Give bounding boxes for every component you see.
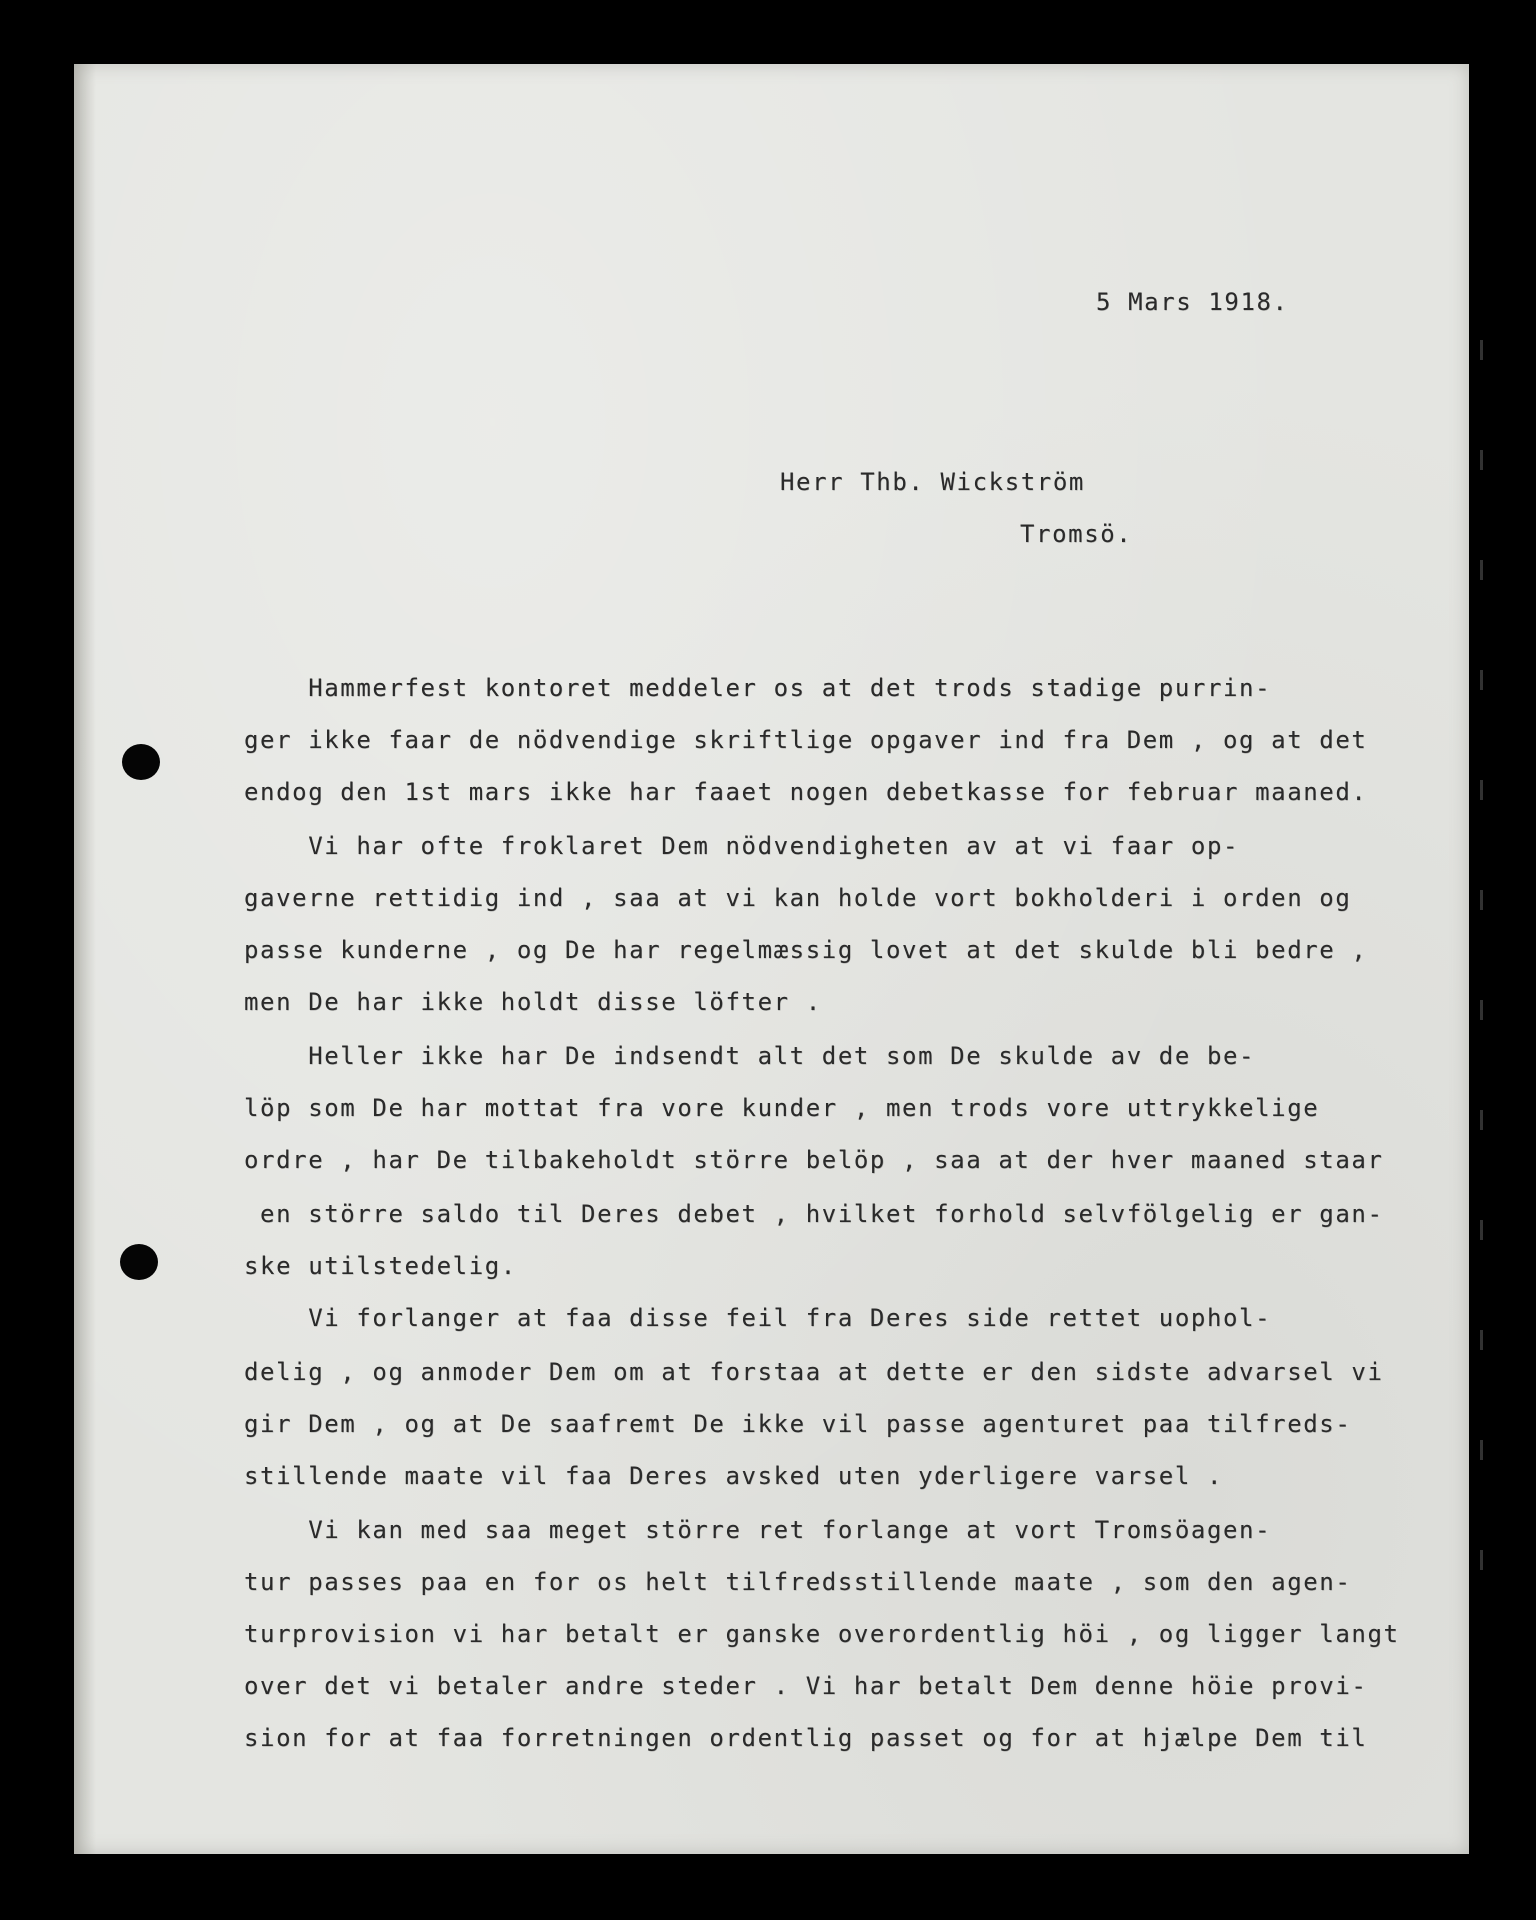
body-line: Vi har ofte froklaret Dem nödvendigheten av at vi faar op- — [244, 832, 1240, 860]
body-line: ger ikke faar de nödvendige skriftlige opgaver ind fra Dem , og at det — [244, 726, 1368, 754]
body-line: men De har ikke holdt disse löfter . — [244, 988, 822, 1016]
body-line: tur passes paa en for os helt tilfredsstillende maate , som den agen- — [244, 1568, 1352, 1596]
recipient-name: Herr Thb. Wickström — [780, 468, 1085, 496]
letter-date: 5 Mars 1918. — [1096, 288, 1289, 316]
body-line: stillende maate vil faa Deres avsked uten yderligere varsel . — [244, 1462, 1224, 1490]
body-line: Hammerfest kontoret meddeler os at det trods stadige purrin- — [244, 674, 1272, 702]
body-line: Vi kan med saa meget större ret forlange at vort Tromsöagen- — [244, 1516, 1272, 1544]
scan-edge-marks — [1480, 300, 1483, 1600]
body-line: löp som De har mottat fra vore kunder , men trods vore uttrykkelige — [244, 1094, 1320, 1122]
recipient-city: Tromsö. — [1020, 520, 1133, 548]
punch-hole-bottom — [120, 1244, 158, 1280]
letter-body — [244, 674, 1400, 1776]
body-line: sion for at faa forretningen ordentlig passet og for at hjælpe Dem til — [244, 1724, 1368, 1752]
body-line: ske utilstedelig. — [244, 1252, 517, 1280]
body-line: gaverne rettidig ind , saa at vi kan holde vort bokholderi i orden og — [244, 884, 1352, 912]
body-line: delig , og anmoder Dem om at forstaa at dette er den sidste advarsel vi — [244, 1358, 1384, 1386]
body-line: over det vi betaler andre steder . Vi har betalt Dem denne höie provi- — [244, 1672, 1368, 1700]
body-line: Heller ikke har De indsendt alt det som De skulde av de be- — [244, 1042, 1256, 1070]
body-line: passe kunderne , og De har regelmæssig lovet at det skulde bli bedre , — [244, 936, 1368, 964]
body-line: en större saldo til Deres debet , hvilket forhold selvfölgelig er gan- — [244, 1200, 1384, 1228]
body-line: gir Dem , og at De saafremt De ikke vil passe agenturet paa tilfreds- — [244, 1410, 1352, 1438]
punch-hole-top — [122, 744, 160, 780]
body-line: turprovision vi har betalt er ganske overordentlig höi , og ligger langt — [244, 1620, 1400, 1648]
body-line: endog den 1st mars ikke har faaet nogen debetkasse for februar maaned. — [244, 778, 1368, 806]
body-line: ordre , har De tilbakeholdt större belöp , saa at der hver maaned staar — [244, 1146, 1384, 1174]
paper-shadow-edge — [74, 64, 96, 1854]
body-line: Vi forlanger at faa disse feil fra Deres side rettet uophol- — [244, 1304, 1272, 1332]
